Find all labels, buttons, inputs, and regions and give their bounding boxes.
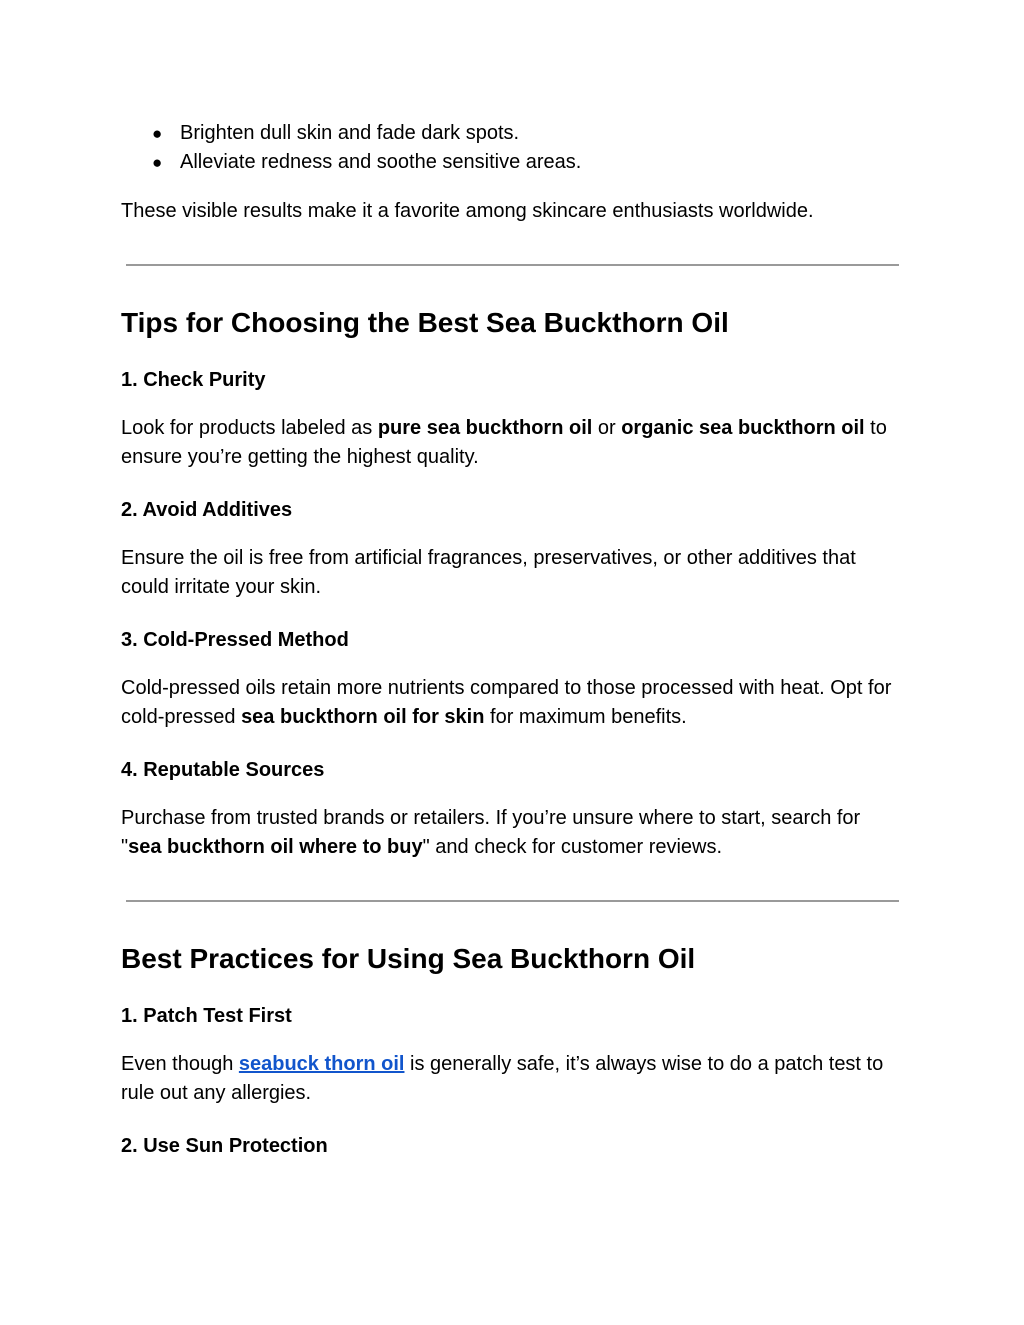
bold-keyword: sea buckthorn oil for skin <box>241 706 485 728</box>
tip-heading-purity: 1. Check Purity <box>121 369 266 391</box>
tip-heading-cold-pressed: 3. Cold-Pressed Method <box>121 629 349 651</box>
bullet-dot-icon: ● <box>152 124 163 143</box>
tip-heading-additives: 2. Avoid Additives <box>121 499 293 521</box>
bold-keyword: sea buckthorn oil where to buy <box>128 836 423 858</box>
section-title-best-practices: Best Practices for Using Sea Buckthorn Oil <box>121 943 696 974</box>
bullet-text: Brighten dull skin and fade dark spots. <box>180 122 520 144</box>
benefit-bullet-list <box>121 119 581 177</box>
bold-keyword: organic sea buckthorn oil <box>621 417 865 439</box>
intro-closing-paragraph: These visible results make it a favorite among skincare enthusiasts worldwide. <box>121 200 814 222</box>
bullet-item <box>121 119 581 148</box>
section-title-tips: Tips for Choosing the Best Sea Buckthorn Oil <box>121 307 729 338</box>
tip-paragraph-additives: Ensure the oil is free from artificial fragrances, preservatives, or other additives that could irritate your skin. <box>121 547 856 598</box>
section-divider <box>126 900 899 902</box>
bold-keyword: pure sea buckthorn oil <box>377 417 593 439</box>
tip-paragraph-purity: Look for products labeled as pure sea buckthorn oil or organic sea buckthorn oil to ensure you’re getting the highest quality. <box>121 417 887 468</box>
bullet-dot-icon: ● <box>152 153 163 172</box>
bullet-item <box>121 148 581 177</box>
tip-heading-sources: 4. Reputable Sources <box>121 759 325 781</box>
bullet-text: Alleviate redness and soothe sensitive areas. <box>180 151 582 173</box>
section-divider <box>126 264 899 266</box>
practice-heading-sun-protection: 2. Use Sun Protection <box>121 1135 328 1157</box>
seabuck-thorn-oil-link[interactable]: seabuck thorn oil <box>238 1053 405 1075</box>
practice-paragraph-patch-test: Even though seabuck thorn oil is generally safe, it’s always wise to do a patch test to rule out any allergies. <box>121 1053 884 1104</box>
tip-paragraph-cold-pressed: Cold-pressed oils retain more nutrients compared to those processed with heat. Opt for cold-pressed sea buckthorn oil for skin for maximum benefits. <box>121 677 892 728</box>
tip-paragraph-sources: Purchase from trusted brands or retailers. If you’re unsure where to start, search for "sea buckthorn oil where to buy" and check for customer reviews. <box>121 807 861 858</box>
practice-heading-patch-test: 1. Patch Test First <box>121 1005 292 1027</box>
